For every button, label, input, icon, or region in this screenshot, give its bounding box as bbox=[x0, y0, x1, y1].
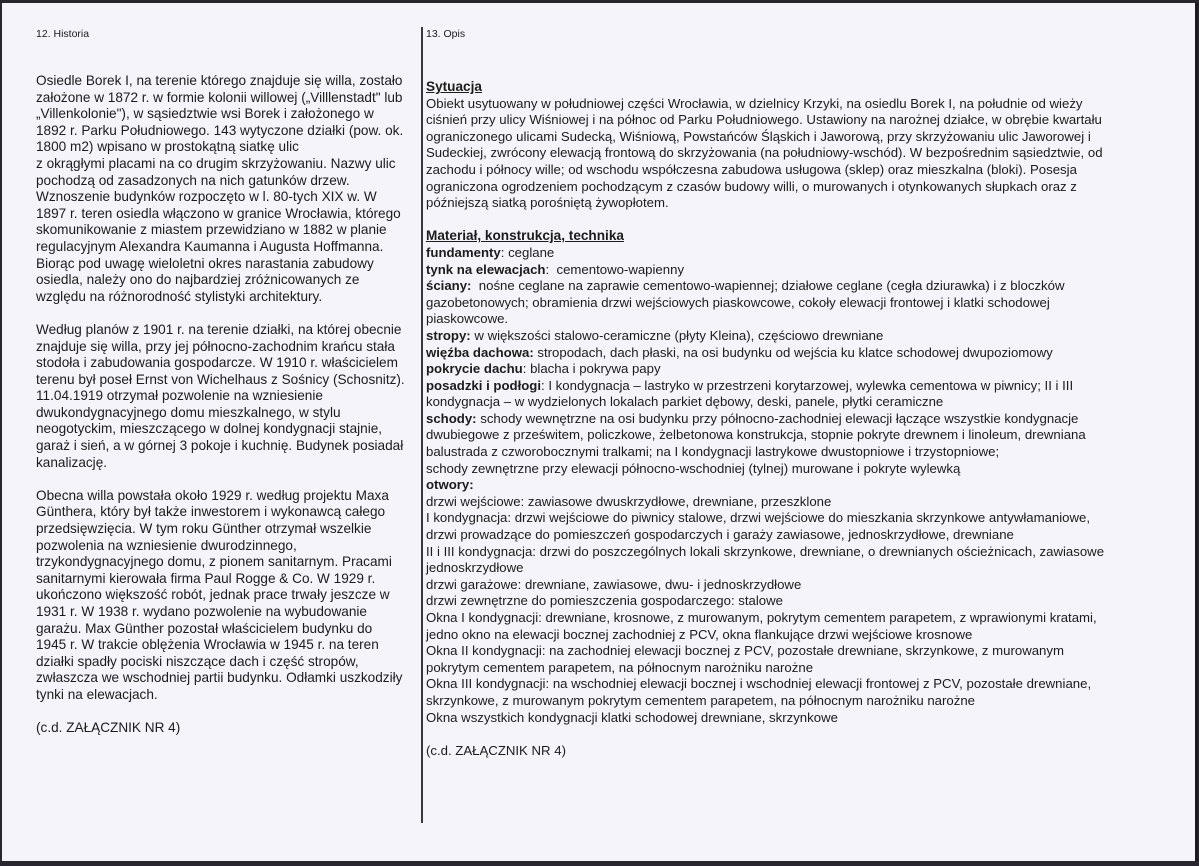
paragraph-spacer bbox=[36, 305, 418, 322]
separator: : bbox=[522, 361, 531, 377]
text-line: stodoła i zabudowania gospodarcze. W 1910 r. właścicielem bbox=[36, 355, 398, 371]
material-item-roof-truss bbox=[426, 345, 1186, 362]
term-value: schody wewnętrzne na osi budynku przy północno-zachodniej elewacji łączące wszystkie kondygnacje bbox=[480, 410, 1079, 426]
text-line: 1892 r. Parku Południowego. 143 wytyczone działki (pow. ok. bbox=[36, 122, 404, 138]
material-item-floors bbox=[426, 378, 1186, 411]
description-column bbox=[426, 27, 1186, 759]
text-line: ciśnień przy ulicy Wiśniowej i na północ od Parku Południowego. Ustawiony na narożnej działce, w obrębie kwartału bbox=[426, 112, 1102, 128]
term-value: nośne ceglane na zaprawie cementowo-wapiennej; działowe ceglane (cegła dziurawka) i z bloczków bbox=[478, 278, 1065, 294]
section-spacer bbox=[426, 212, 1186, 229]
description-continuation-note: (c.d. ZAŁĄCZNIK NR 4) bbox=[426, 742, 566, 758]
term-value: I kondygnacja – lastryko w przestrzeni korytarzowej, wylewka cementowa w piwnicy; II i III bbox=[548, 377, 1074, 393]
description-heading: 13. Opis bbox=[426, 28, 466, 40]
text-line: jedno okno na elewacji bocznej zachodniej z PCV, okna flankujące drzwi wejściowe krosnowe bbox=[426, 626, 973, 642]
term-value: stropodach, dach płaski, na osi budynku od wejścia ku klatce schodowej dwupoziomowy bbox=[537, 344, 1053, 360]
text-line: Okna III kondygnacji: na wschodniej elewacji bocznej i wschodniej elewacji frontowej z PCV, pozostałe drewniane, bbox=[426, 676, 1092, 692]
text-line: osiedla, należy ono do najbardziej zróżnicowanych ze bbox=[36, 272, 360, 288]
text-line: skrzynkowe, z murowanym pokrytym cementem parapetem, na północnym narożniku narożne bbox=[426, 692, 975, 708]
paragraph-spacer bbox=[36, 471, 418, 488]
text-line: ograniczona ogrodzeniem pochodzącym z czasów budowy willi, o murowanych i otynkowanych słupkach oraz z bbox=[426, 178, 1077, 194]
material-item-roof-covering bbox=[426, 361, 1186, 378]
text-line: Biorąc pod uwagę wieloletni okres narastania zabudowy bbox=[36, 255, 374, 271]
text-line: Obiekt usytuowany w południowej części Wrocławia, w dzielnicy Krzyki, na osiedlu Borek I, na południe od wieży bbox=[426, 95, 1083, 111]
text-line: Okna II kondygnacji: na zachodniej elewacji bocznej z PCV, pozostałe drewniane, skrzynkowe, z murowanym bbox=[426, 643, 1064, 659]
text-line: kanalizację. bbox=[36, 454, 108, 470]
paragraph-spacer bbox=[36, 704, 418, 721]
text-line: „Villenkolonie"), w sąsiedztwie wsi Borek i założonego w bbox=[36, 106, 374, 122]
column-divider bbox=[421, 27, 423, 823]
term-label: schody: bbox=[426, 410, 477, 426]
text-line: Sudeckiej, zwrócony elewacją frontową do skrzyżowania (na południowy-wschód). W bezpośrednim sąsiedztwie, od bbox=[426, 145, 1103, 161]
text-line: Okna I kondygnacji: drewniane, krosnowe, z murowanym, pokrytym cementem parapetem, z wprawionymi kratami, bbox=[426, 610, 1097, 625]
text-line: drzwi zewnętrzne do pomieszczenia gospodarczego: stalowe bbox=[426, 593, 783, 609]
text-line: garażu. Max Günther pozostał właścicielem budynku do bbox=[36, 620, 373, 636]
text-line: Osiedle Borek I, na terenie którego znajduje się willa, zostało bbox=[36, 73, 403, 88]
term-value: blacha i pokrywa papy bbox=[530, 361, 661, 377]
section-spacer bbox=[426, 726, 1186, 743]
text-line: regulacyjnym Alexandra Kaumanna i Augusta Hoffmanna. bbox=[36, 238, 384, 254]
material-item-ceilings bbox=[426, 328, 1186, 345]
text-line: 1931 r. W 1938 r. wydano pozwolenie na wybudowanie bbox=[36, 604, 367, 619]
separator: : bbox=[541, 377, 549, 393]
separator: : bbox=[500, 244, 509, 260]
text-line: terenu był poseł Ernst von Wichelhaus z Sośnicy (Schosnitz). bbox=[36, 371, 405, 387]
separator: : bbox=[545, 261, 557, 277]
document-page bbox=[2, 3, 1198, 861]
text-line: ukończono większość robót, jednak prace trwały jeszcze w bbox=[36, 587, 390, 603]
text-line: II i III kondygnacja: drzwi do poszczególnych lokali skrzynkowe, drewniane, o drewnianych ościeżnicach, zawiasowe bbox=[426, 543, 1105, 559]
history-column bbox=[36, 27, 418, 737]
text-line: Obecna willa powstała około 1929 r. według projektu Maxa bbox=[36, 487, 389, 503]
text-line: pochodzą od zasadzonych na nich gatunków drzew. bbox=[36, 172, 350, 188]
history-paragraph-3 bbox=[36, 488, 418, 704]
text-line: 1945 r. W trakcie oblężenia Wrocławia w 1945 r. na teren bbox=[36, 637, 379, 653]
text-line: późniejszą siatką porośniętą żywopłotem. bbox=[426, 195, 669, 211]
text-line: tynki na elewacjach. bbox=[36, 686, 158, 702]
text-line: pozwolenia na wzniesienie dwurodzinnego, bbox=[36, 537, 297, 553]
text-line: Günthera, który był także inwestorem i wykonawcą całego bbox=[36, 504, 386, 520]
term-label: posadzki i podłogi bbox=[426, 377, 542, 393]
text-line: ograniczonego ulicami Sudecką, Wiśniową, Powstańców Śląskich i Jaworową, przy skrzyżowaniu ulic Jaworowej i bbox=[426, 128, 1091, 144]
term-label: stropy: bbox=[426, 327, 471, 343]
material-item-openings bbox=[426, 477, 1186, 726]
text-line: skomunikowanie z miastem przewidziano w 1882 w planie bbox=[36, 222, 387, 238]
text-line: 1800 m2) wpisano w prostokątną siatkę ulic bbox=[36, 139, 299, 155]
text-line: piaskowcowe. bbox=[426, 311, 509, 327]
term-label: fundamenty bbox=[426, 244, 501, 260]
text-line: zwłaszcza we wschodniej partii budynku. Odłamki uszkodziły bbox=[36, 670, 403, 686]
text-line: zachodu i północy wille; od wschodu współczesna zabudowa usługowa (sklep) oraz mieszkalna (bloki). Posesja bbox=[426, 161, 1077, 177]
text-line: neogotyckim, mieszczącego w dolnej kondygnacji stajnie, bbox=[36, 421, 383, 437]
material-item-stairs bbox=[426, 411, 1186, 477]
material-item-walls bbox=[426, 278, 1186, 328]
text-line: garaż i sień, a w górnej 3 pokoje i kuchnię. Budynek posiadał bbox=[36, 438, 404, 454]
text-line: dwukondygnacyjnego domu mieszkalnego, w stylu bbox=[36, 404, 341, 420]
text-line: dwubiegowe z prześwitem, policzkowe, żelbetonowa konstrukcja, stopnie pokryte drewnem i linoleum, drewniana bbox=[426, 427, 1086, 443]
text-line: trzykondygnacyjnego domu, z pionem sanitarnym. Pracami bbox=[36, 554, 392, 570]
term-label: więźba dachowa: bbox=[426, 344, 534, 360]
text-line: Wznoszenie budynków rozpoczęto w l. 80-tych XIX w. W bbox=[36, 189, 377, 205]
text-line: 1897 r. teren osiedla włączono w granice Wrocławia, którego bbox=[36, 205, 401, 221]
text-line: kondygnacja – w wydzielonych lokalach parkiet dębowy, deski, panele, płytki ceramiczne bbox=[426, 394, 944, 410]
text-line: drzwi garażowe: drewniane, zawiasowe, dwu- i jednoskrzydłowe bbox=[426, 576, 802, 592]
text-line: przedsięwzięcia. W tym roku Günther otrzymał wszelkie bbox=[36, 521, 372, 537]
text-line: schody zewnętrzne przy elewacji północno-wschodniej (tylnej) murowane i pokryte wylewką bbox=[426, 460, 961, 476]
term-value: ceglane bbox=[508, 244, 555, 260]
text-line: znajduje się willa, przy jej północno-zachodnim krańcu stała bbox=[36, 338, 395, 354]
material-title: Materiał, konstrukcja, technika bbox=[426, 228, 624, 244]
term-label: ściany: bbox=[426, 278, 472, 294]
material-item-plaster bbox=[426, 262, 1186, 279]
text-line: drzwi prowadzące do pomieszczeń gospodarczych i garaży zawiasowe, jednoskrzydłowe, drewniane bbox=[426, 527, 1014, 543]
situation-section bbox=[426, 79, 1186, 212]
history-continuation-note: (c.d. ZAŁĄCZNIK NR 4) bbox=[36, 720, 181, 736]
history-paragraph-2 bbox=[36, 322, 418, 471]
term-value: w większości stalowo-ceramiczne (płyty Kleina), częściowo drewniane bbox=[474, 327, 884, 343]
term-value: cementowo-wapienny bbox=[556, 261, 685, 277]
text-line: balustrada z czworobocznymi tralkami; na I kondygnacji lastrykowe dwustopniowe i trzystopniowe; bbox=[426, 444, 1000, 460]
material-item-foundations bbox=[426, 245, 1186, 262]
text-line: I kondygnacja: drzwi wejściowe do piwnicy stalowe, drzwi wejściowe do mieszkania skrzynkowe antywłamaniowe, bbox=[426, 510, 1091, 526]
text-line: sanitarnymi kierowała firma Paul Rogge & Co. W 1929 r. bbox=[36, 570, 376, 586]
text-line: z okrągłymi placami na co drugim skrzyżowaniu. Nazwy ulic bbox=[36, 155, 396, 171]
text-line: pokrytym cementem parapetem, na północnym narożniku narożne bbox=[426, 659, 814, 675]
situation-title: Sytuacja bbox=[426, 79, 482, 94]
text-line: drzwi wejściowe: zawiasowe dwuskrzydłowe, drewniane, przeszklone bbox=[426, 493, 832, 509]
text-line: Okna wszystkich kondygnacji klatki schodowej drewniane, skrzynkowe bbox=[426, 709, 838, 725]
text-line: gazobetonowych; obramienia drzwi wejściowych piaskowcowe, cokoły elewacji frontowej i klatki schodowej bbox=[426, 294, 1050, 310]
history-paragraph-1 bbox=[36, 73, 418, 305]
text-line: działki spadły pociski niszczące dach i część stropów, bbox=[36, 653, 359, 669]
history-heading: 12. Historia bbox=[36, 28, 90, 40]
text-line: Według planów z 1901 r. na terenie działki, na której obecnie bbox=[36, 321, 402, 337]
term-label: pokrycie dachu bbox=[426, 361, 523, 377]
term-label: tynk na elewacjach bbox=[426, 261, 546, 277]
text-line: 11.04.1919 otrzymał pozwolenie na wzniesienie bbox=[36, 388, 323, 404]
text-line: założone w 1872 r. w formie kolonii willowej („Villlenstadt" lub bbox=[36, 89, 403, 105]
text-line: jednoskrzydłowe bbox=[426, 560, 524, 576]
text-line: względu na różnorodność stylistyki architektury. bbox=[36, 288, 323, 304]
term-label: otwory: bbox=[426, 477, 474, 493]
material-section bbox=[426, 228, 1186, 726]
situation-text bbox=[426, 96, 1186, 212]
separator bbox=[471, 278, 478, 293]
